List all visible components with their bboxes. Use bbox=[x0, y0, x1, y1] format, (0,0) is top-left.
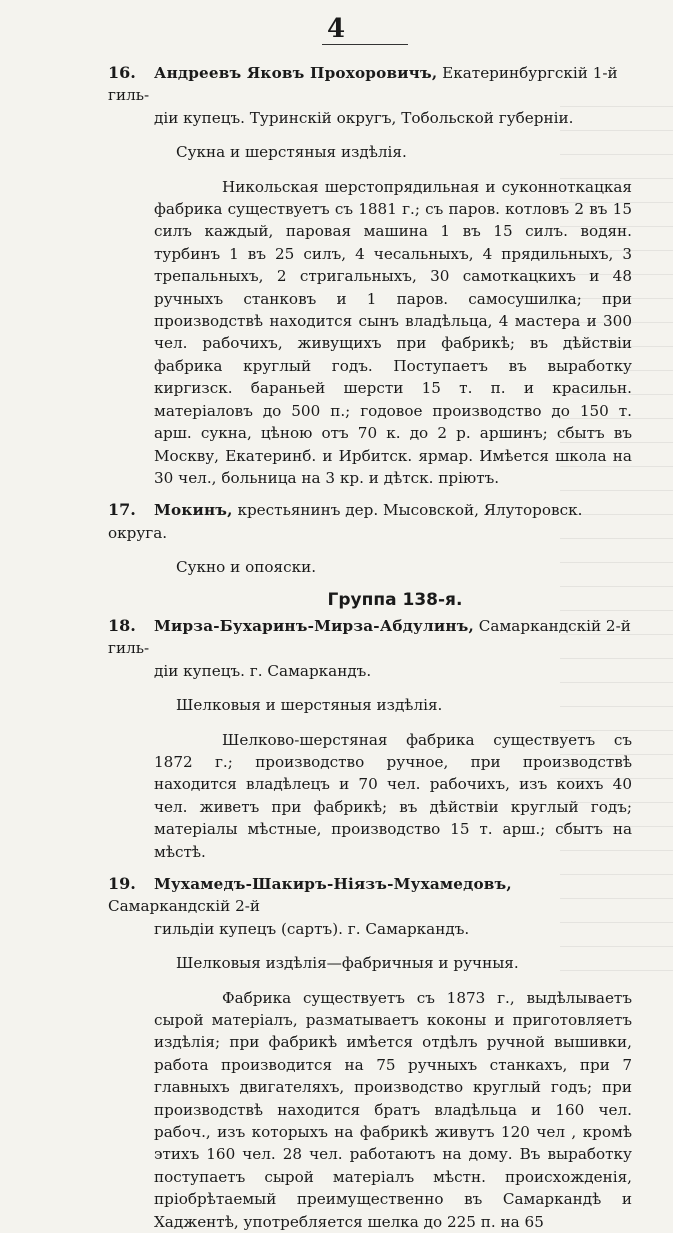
entry-title-rest: Самаркандскій 2-й гиль- bbox=[108, 616, 631, 658]
entry-title-rest: Екатеринбургскій 1-й гиль- bbox=[108, 64, 618, 105]
entry-product: Сукно и опояски. bbox=[176, 558, 317, 577]
entry-product: Сукна и шерстяныя издѣлія. bbox=[176, 143, 407, 162]
entry-product: Шелковыя издѣлія—фабричныя и ручныя. bbox=[176, 954, 519, 973]
entry-17 bbox=[108, 499, 632, 544]
entry-title-cont: гильдіи купецъ (сартъ). г. Самаркандъ. bbox=[154, 919, 470, 938]
entry-title-rest: Самаркандскій 2-й bbox=[108, 897, 261, 916]
entry-number: 18. bbox=[108, 615, 136, 635]
entry-number: 19. bbox=[108, 874, 136, 893]
entry-18 bbox=[108, 615, 632, 682]
entry-name: Мирза-Бухаринъ-Мирза-Абдулинъ, bbox=[154, 616, 474, 635]
entry-product: Шелковыя и шерстяныя издѣлія. bbox=[176, 696, 443, 715]
entry-title-cont: діи купецъ. Туринскій округъ, Тобольской губерніи. bbox=[154, 108, 574, 127]
page-text bbox=[108, 62, 632, 1233]
entry-name: Андреевъ Яковъ Прохоровичъ, bbox=[154, 64, 438, 82]
entry-title-cont: діи купецъ. г. Самаркандъ. bbox=[154, 661, 372, 680]
entry-title-rest: крестьянинъ дер. Мысовской, Ялуторовск. округа. bbox=[108, 501, 583, 542]
group-heading: Группа 138-я. bbox=[327, 589, 463, 610]
page-number: 4 bbox=[326, 14, 347, 44]
entry-number: 17. bbox=[108, 500, 136, 520]
entry-number: 16. bbox=[108, 63, 136, 82]
entry-body: Никольская шерстопрядильная и суконноткацкая фабрика существуетъ съ 1881 г.; съ паров. котловъ 2 въ 15 силъ каждый, паровая машина 1 въ 15 силъ. водян. турбинъ 1 въ 25 силъ, 4 чесальныхъ, 4 прядильныхъ, 3 трепальныхъ, 2 стригальныхъ, 30 самоткацкихъ и 48 ручныхъ станковъ и 1 паров. самосушилка; при производствѣ находится сынъ владѣльца, 4 мастера и 300 чел. рабочихъ, живущихъ при фабрикѣ; въ дѣйствіи фабрика круглый годъ. Поступаетъ въ выработку киргизск. бараньей шерсти 15 т. п. и красильн. матеріаловъ до 500 п.; годовое производство до 150 т. арш. сукна, цѣною отъ 70 к. до 2 р. аршинъ; сбытъ въ Москву, Екатеринб. и Ирбитск. ярмар. Имѣется школа на 30 чел., больница на 3 кр. и дѣтск. пріютъ. bbox=[154, 177, 632, 487]
entry-name: Мокинъ, bbox=[154, 501, 233, 520]
page-number-rule bbox=[322, 44, 408, 45]
entry-body: Шелково-шерстяная фабрика существуетъ съ 1872 г.; производство ручное, при производствѣ находится владѣлецъ и 70 чел. рабочихъ, изъ коихъ 40 чел. живетъ при фабрикѣ; въ дѣйствіи круглый годъ; матеріалы мѣстные, производство 15 т. арш.; сбытъ на мѣстѣ. bbox=[154, 730, 632, 861]
entry-name: Мухамедъ-Шакиръ-Ніязъ-Мухамедовъ, bbox=[154, 875, 512, 893]
entry-19 bbox=[108, 873, 632, 940]
entry-body: Фабрика существуетъ съ 1873 г., выдѣлываетъ сырой матеріалъ, разматываетъ коконы и приготовляетъ издѣлія; при фабрикѣ имѣется отдѣлъ ручной вышивки, работа производится на 75 ручныхъ станкахъ, при 7 главныхъ двигателяхъ, производство круглый годъ; при производствѣ находится братъ владѣльца и 160 чел. рабоч., изъ которыхъ на фабрикѣ живутъ 120 чел , кромѣ этихъ 160 чел. 28 чел. работаютъ на дому. Въ выработку поступаетъ сырой матеріалъ мѣстн. происхожденія, пріобрѣтаемый преимущественно въ Самаркандѣ и Хаджентѣ, употребляется шелка до 225 п. на 65 bbox=[154, 988, 632, 1231]
entry-16 bbox=[108, 62, 632, 129]
